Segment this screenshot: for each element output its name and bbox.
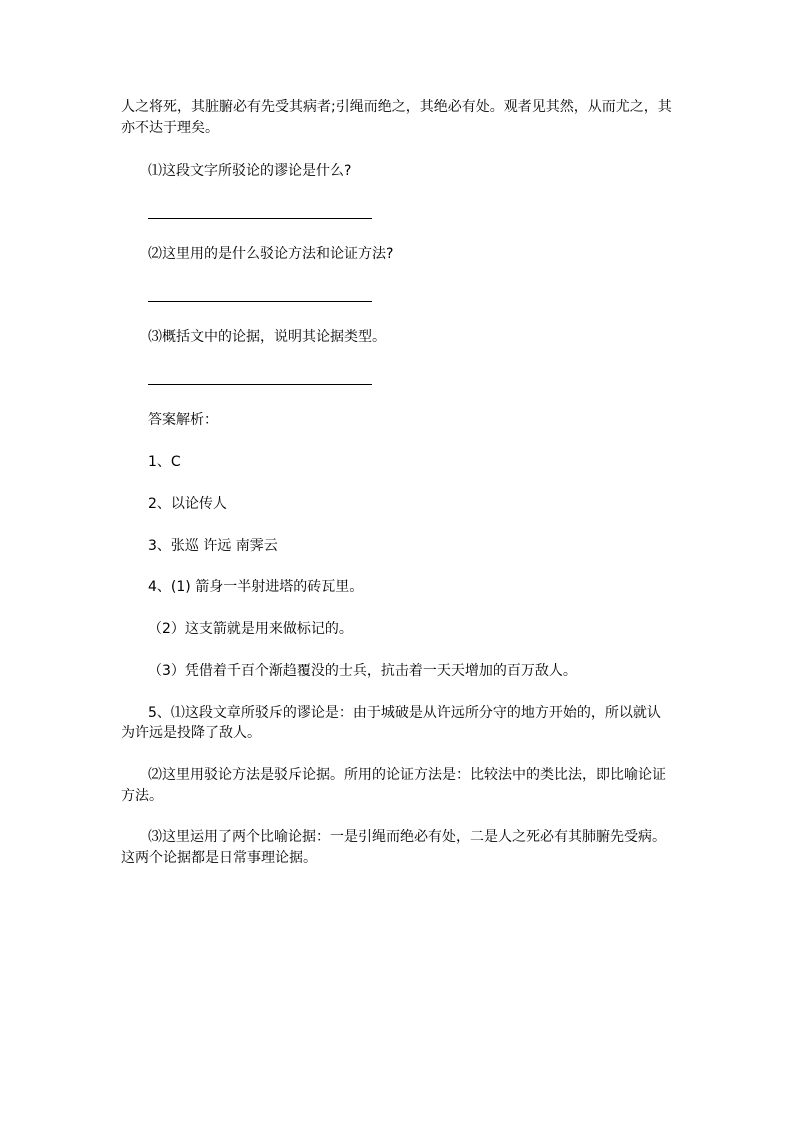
answer-4-part-1: 4、(1) 箭身一半射进塔的砖瓦里。 <box>148 579 364 595</box>
question-2: ⑵这里用的是什么驳论方法和论证方法? <box>148 246 394 262</box>
answer-3: 3、张巡 许远 南霁云 <box>148 538 278 554</box>
answer-5-part-2-line-1: ⑵这里用驳论方法是驳斥论据。所用的论证方法是：比较法中的类比法，即比喻论证 <box>148 767 666 783</box>
passage-line-2: 亦不达于理矣。 <box>121 120 219 136</box>
answer-1: 1、C <box>148 454 181 470</box>
answer-blank-2 <box>148 301 372 302</box>
answer-5-part-3-line-2: 这两个论据都是日常事理论据。 <box>121 850 317 866</box>
answer-heading: 答案解析： <box>148 412 218 428</box>
answer-2: 2、以论传人 <box>148 496 227 512</box>
passage-line-1: 人之将死，其脏腑必有先受其病者;引绳而绝之，其绝必有处。观者见其然，从而尤之，其 <box>121 99 672 115</box>
answer-5-part-2-line-2: 方法。 <box>121 788 163 804</box>
question-3: ⑶概括文中的论据，说明其论据类型。 <box>148 329 386 345</box>
answer-5-part-1-line-2: 为许远是投降了敌人。 <box>121 725 261 741</box>
answer-4-part-2: （2）这支箭就是用来做标记的。 <box>148 621 353 637</box>
answer-5-part-3-line-1: ⑶这里运用了两个比喻论据：一是引绳而绝必有处，二是人之死必有其肺腑先受病。 <box>148 829 666 845</box>
answer-4-part-3: （3）凭借着千百个渐趋覆没的士兵，抗击着一天天增加的百万敌人。 <box>148 663 577 679</box>
question-1: ⑴这段文字所驳论的谬论是什么? <box>148 163 352 179</box>
answer-5-part-1-line-1: 5、⑴这段文章所驳斥的谬论是：由于城破是从许远所分守的地方开始的，所以就认 <box>148 705 661 721</box>
answer-blank-3 <box>148 384 372 385</box>
answer-blank-1 <box>148 218 372 219</box>
